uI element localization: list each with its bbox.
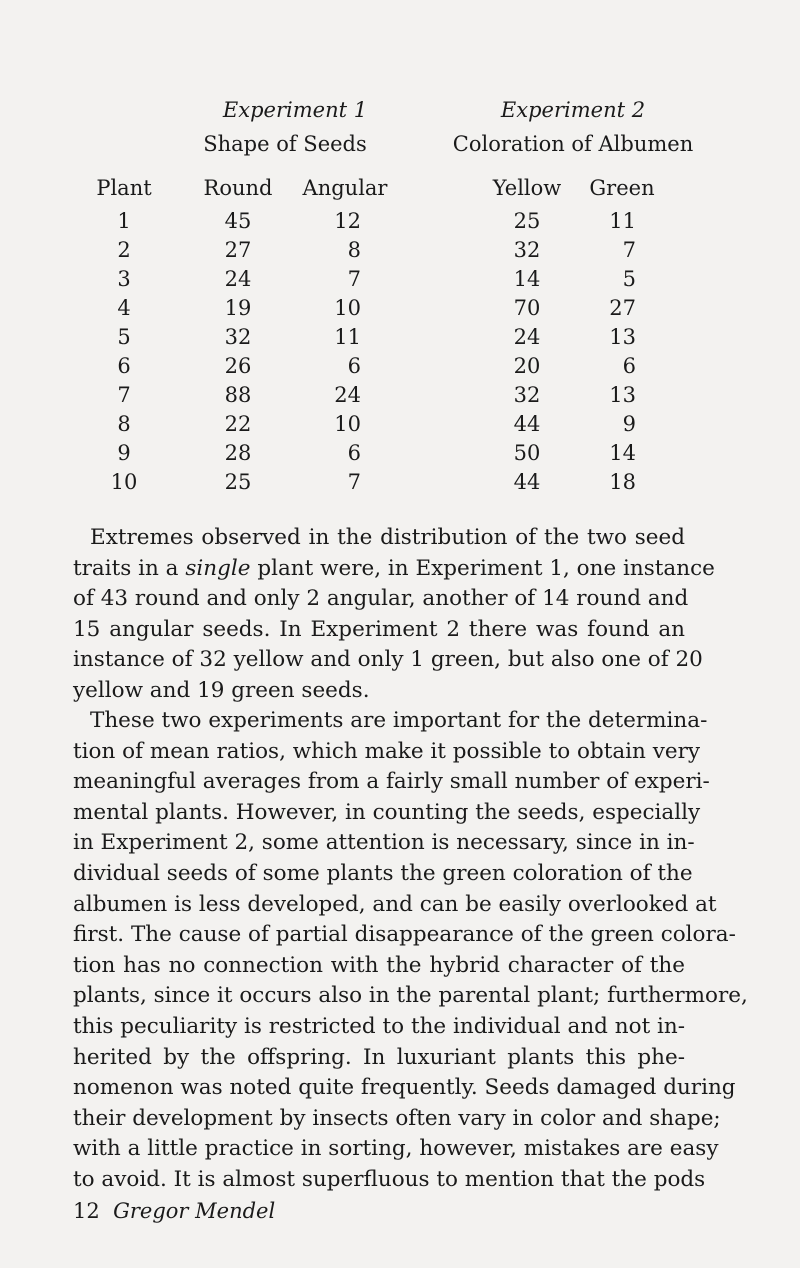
cell-angular: 12 (334, 209, 361, 233)
table-row (0, 327, 800, 357)
cell-plant: 9 (117, 441, 131, 465)
cell-round: 45 (224, 209, 252, 233)
running-title: Gregor Mendel (113, 1199, 276, 1223)
text-line: dividual seeds of some plants the green coloration of the (73, 860, 693, 886)
cell-round: 25 (224, 470, 252, 494)
cell-plant: 10 (110, 470, 138, 494)
cell-round: 24 (224, 267, 252, 291)
table-row (0, 443, 800, 473)
table-row (0, 240, 800, 270)
cell-green: 6 (622, 354, 636, 378)
table-row (0, 298, 800, 328)
column-header-round: Round (203, 176, 273, 200)
cell-round: 28 (224, 441, 252, 465)
cell-plant: 7 (117, 383, 131, 407)
text-line: These two experiments are important for the determina- (90, 708, 708, 733)
cell-plant: 5 (117, 325, 131, 349)
text-line: tion has no connection with the hybrid character of the (73, 952, 685, 978)
cell-round: 22 (224, 412, 252, 436)
text-line: Extremes observed in the distribution of the two seed (90, 525, 685, 550)
cell-yellow: 50 (513, 441, 541, 465)
cell-angular: 10 (334, 412, 361, 436)
cell-angular: 8 (347, 238, 361, 262)
cell-plant: 3 (117, 267, 131, 291)
cell-yellow: 32 (513, 383, 541, 407)
cell-plant: 1 (117, 209, 131, 233)
cell-plant: 6 (117, 354, 131, 378)
cell-angular: 7 (347, 470, 361, 494)
text-line: 15 angular seeds. In Experiment 2 there was found an (73, 616, 685, 642)
text-line: meaningful averages from a fairly small number of experi- (73, 769, 710, 795)
cell-round: 27 (224, 238, 252, 262)
paragraph-extremes (73, 523, 715, 707)
text-line: yellow and 19 green seeds. (73, 677, 370, 703)
table-row (0, 211, 800, 241)
cell-yellow: 14 (513, 267, 541, 291)
emphasis-single: single (185, 555, 251, 581)
paragraph-experiments (73, 706, 748, 1196)
cell-green: 27 (609, 296, 636, 320)
text-line: tion of mean ratios, which make it possible to obtain very (73, 738, 701, 764)
cell-green: 11 (609, 209, 636, 233)
text-line: first. The cause of partial disappearance of the green colora- (73, 922, 736, 948)
page-number: 12 (73, 1199, 100, 1223)
cell-green: 14 (609, 441, 636, 465)
table-row (0, 414, 800, 444)
cell-yellow: 32 (513, 238, 541, 262)
cell-yellow: 24 (513, 325, 541, 349)
cell-round: 88 (224, 383, 252, 407)
cell-yellow: 44 (513, 412, 541, 436)
cell-round: 32 (224, 325, 252, 349)
cell-angular: 11 (334, 325, 361, 349)
text-line: mental plants. However, in counting the seeds, especially (73, 799, 701, 825)
text-line: to avoid. It is almost superfluous to mention that the pods (73, 1166, 706, 1192)
text-line: with a little practice in sorting, however, mistakes are easy (73, 1136, 719, 1162)
cell-green: 13 (609, 325, 636, 349)
table-row (0, 472, 800, 502)
text-line: albumen is less developed, and can be easily overlooked at (73, 891, 717, 917)
experiment2-title: Experiment 2 (500, 98, 646, 122)
experiment1-title: Experiment 1 (222, 98, 368, 122)
cell-yellow: 44 (513, 470, 541, 494)
cell-angular: 24 (334, 383, 361, 407)
text-line: of 43 round and only 2 angular, another of 14 round and (73, 586, 689, 612)
table-row (0, 385, 800, 415)
column-header-green: Green (589, 176, 655, 200)
cell-yellow: 20 (513, 354, 541, 378)
cell-round: 19 (224, 296, 252, 320)
cell-plant: 4 (117, 296, 131, 320)
cell-yellow: 25 (513, 209, 541, 233)
text-line: their development by insects often vary in color and shape; (73, 1105, 721, 1131)
column-header-angular: Angular (302, 176, 388, 200)
cell-green: 13 (609, 383, 636, 407)
text-line: instance of 32 yellow and only 1 green, but also one of 20 (73, 647, 703, 673)
text-fragment: traits in a (73, 555, 186, 581)
text-line: nomenon was noted quite frequently. Seeds damaged during (73, 1075, 736, 1101)
cell-green: 7 (622, 238, 636, 262)
cell-angular: 10 (334, 296, 361, 320)
cell-angular: 6 (347, 354, 361, 378)
cell-green: 18 (609, 470, 636, 494)
cell-green: 5 (622, 267, 636, 291)
cell-angular: 6 (347, 441, 361, 465)
text-line (73, 554, 715, 585)
experiment1-subtitle: Shape of Seeds (203, 132, 367, 156)
column-header-yellow: Yellow (492, 176, 562, 200)
text-line: herited by the offspring. In luxuriant plants this phe- (73, 1044, 685, 1070)
page-footer (73, 1199, 275, 1223)
column-header-plant: Plant (96, 176, 152, 200)
cell-plant: 2 (117, 238, 131, 262)
cell-round: 26 (224, 354, 252, 378)
experiment2-subtitle: Coloration of Albumen (452, 132, 694, 156)
text-line: plants, since it occurs also in the parental plant; furthermore, (73, 983, 748, 1009)
cell-green: 9 (622, 412, 636, 436)
table-row (0, 269, 800, 299)
cell-yellow: 70 (513, 296, 541, 320)
table-row (0, 356, 800, 386)
text-line: this peculiarity is restricted to the individual and not in- (73, 1013, 686, 1039)
cell-angular: 7 (347, 267, 361, 291)
text-line: in Experiment 2, some attention is necessary, since in in- (73, 830, 695, 856)
text-fragment: plant were, in Experiment 1, one instance (257, 555, 715, 581)
cell-plant: 8 (117, 412, 131, 436)
